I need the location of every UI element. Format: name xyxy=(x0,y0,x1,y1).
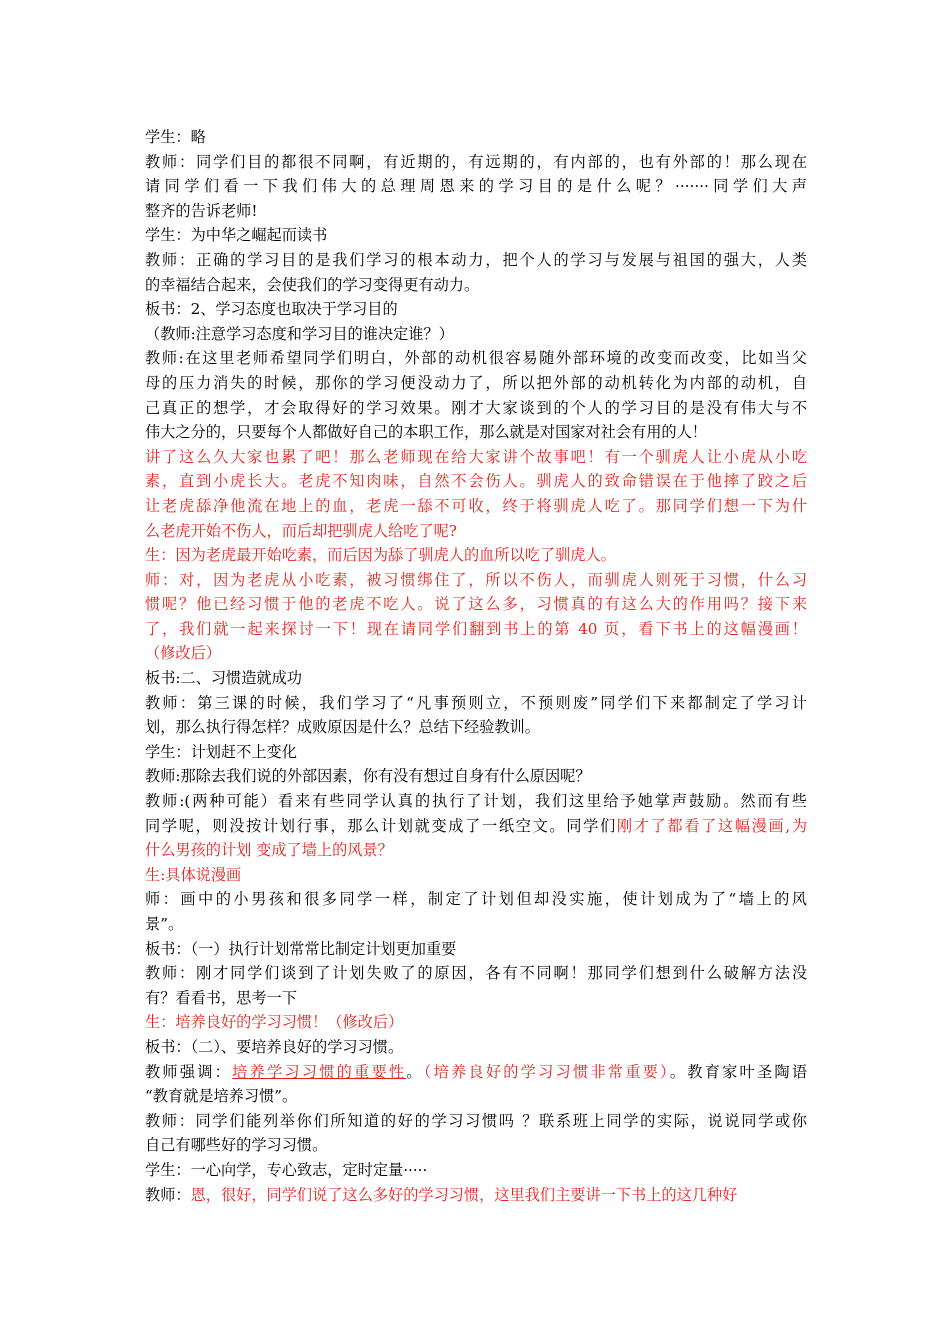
text-line xyxy=(145,322,807,347)
text-line xyxy=(145,273,807,298)
text-segment: 生：因为老虎最开始吃素，而后因为舔了驯虎人的血所以吃了驯虎人。 xyxy=(145,546,616,565)
text-line xyxy=(145,1084,807,1109)
text-line xyxy=(145,199,807,224)
text-segment: 教师:(两种可能）看来有些同学认真的执行了计划，我们这里给予她掌声鼓励。然而有些 xyxy=(145,792,807,811)
text-segment: 师：画中的小男孩和很多同学一样，制定了计划但却没实施，使计划成为了“墙上的风 xyxy=(145,890,807,909)
text-segment: 让老虎舔净他流在地上的血，老虎一舔不可收，终于将驯虎人吃了。那同学们想一下为什 xyxy=(145,496,807,515)
text-line xyxy=(145,1133,807,1158)
text-segment: 惯呢？他已经习惯于他的老虎不吃人。说了这么多，习惯真的有这么大的作用吗？接下来 xyxy=(145,595,807,614)
text-line xyxy=(145,346,807,371)
text-line xyxy=(145,150,807,175)
text-segment: 同学呢，则没按计划行事，那么计划就变成了一纸空文。同学们 xyxy=(145,816,617,835)
text-segment: 教师： xyxy=(145,1185,191,1204)
text-segment: 教师：同学们目的都很不同啊，有近期的，有远期的，有内部的，也有外部的！那么现在 xyxy=(145,152,807,171)
text-segment: 学生：一心向学，专心致志，定时定量····· xyxy=(145,1160,428,1179)
text-segment: 教师:在这里老师希望同学们明白，外部的动机很容易随外部环境的改变而改变，比如当父 xyxy=(145,349,807,368)
text-line xyxy=(145,1010,807,1035)
text-segment: 了，我们就一起来探讨一下！现在请同学们翻到书上的第 40 页，看下书上的这幅漫画！ xyxy=(145,619,807,638)
text-line xyxy=(145,592,807,617)
text-segment: 教师强调： xyxy=(145,1062,233,1081)
text-segment: 教师：第三课的时候，我们学习了“凡事预则立，不预则废”同学们下来都制定了学习计 xyxy=(145,693,807,712)
text-line xyxy=(145,1060,807,1085)
text-segment: 讲了这么久大家也累了吧！那么老师现在给大家讲个故事吧！有一个驯虎人让小虎从小吃 xyxy=(145,447,807,466)
text-line xyxy=(145,740,807,765)
text-segment: 生：培养良好的学习习惯！（修改后） xyxy=(145,1013,404,1032)
document-body xyxy=(145,125,807,1207)
text-line xyxy=(145,838,807,863)
text-segment: 么老虎开始不伤人，而后却把驯虎人给吃了呢? xyxy=(145,521,457,540)
text-segment: 教师:那除去我们说的外部因素，你有没有想过自身有什么原因呢？ xyxy=(145,767,591,786)
text-line xyxy=(145,494,807,519)
text-line xyxy=(145,519,807,544)
text-segment: 有？看看书，思考一下 xyxy=(145,988,297,1007)
text-line xyxy=(145,814,807,839)
text-segment: 。教育家叶圣陶语 xyxy=(669,1062,808,1081)
text-line xyxy=(145,986,807,1011)
text-line xyxy=(145,396,807,421)
text-segment: 请同学们看一下我们伟大的总理周恩来的学习目的是什么呢？·······同学们大声 xyxy=(145,177,807,196)
text-segment: 。 xyxy=(406,1062,424,1081)
text-line xyxy=(145,174,807,199)
text-segment: 整齐的告诉老师! xyxy=(145,201,258,220)
text-segment: 划，那么执行得怎样？成败原因是什么？总结下经验教训。 xyxy=(145,718,540,737)
text-segment: 板书：（一）执行计划常常比制定计划更加重要 xyxy=(145,939,457,958)
text-line xyxy=(145,912,807,937)
text-line xyxy=(145,691,807,716)
text-line xyxy=(145,937,807,962)
text-segment: 自己有哪些好的学习习惯。 xyxy=(145,1136,328,1155)
text-line xyxy=(145,445,807,470)
text-segment: 培养学习习惯的重要性 xyxy=(232,1062,407,1081)
text-segment: 己真正的想学，才会取得好的学习效果。刚才大家谈到的个人的学习目的是没有伟大与不 xyxy=(145,398,807,417)
text-line xyxy=(145,223,807,248)
text-segment: 母的压力消失的时候，那你的学习便没动力了，所以把外部的动机转化为内部的动机，自 xyxy=(145,373,807,392)
text-line xyxy=(145,617,807,642)
text-line xyxy=(145,641,807,666)
text-line xyxy=(145,789,807,814)
text-line xyxy=(145,887,807,912)
text-segment: 生:具体说漫画 xyxy=(145,865,242,884)
text-segment: 什么男孩的计划 变成了墙上的风景？ xyxy=(145,841,393,860)
text-segment: 素，直到小虎长大。老虎不知肉味，自然不会伤人。驯虎人的致命错误在于他摔了跤之后 xyxy=(145,472,807,491)
text-segment: 的幸福结合起来，会使我们的学习变得更有动力。 xyxy=(145,275,480,294)
text-line xyxy=(145,1183,807,1208)
text-segment: （培养良好的学习习惯非常重要） xyxy=(423,1062,670,1081)
text-line xyxy=(145,125,807,150)
text-segment: 伟大之分的，只要每个人都做好自己的本职工作，那么就是对国家对社会有用的人！ xyxy=(145,423,707,442)
text-line xyxy=(145,1035,807,1060)
text-segment: 学生：计划赶不上变化 xyxy=(145,742,297,761)
text-line xyxy=(145,961,807,986)
text-line xyxy=(145,469,807,494)
text-segment: 板书：2、学习态度也取决于学习目的 xyxy=(145,300,398,319)
text-segment: 师：对，因为老虎从小吃素，被习惯绑住了，所以不伤人，而驯虎人则死于习惯，什么习 xyxy=(145,570,807,589)
text-line xyxy=(145,543,807,568)
text-line xyxy=(145,248,807,273)
text-segment: 景”。 xyxy=(145,915,184,933)
text-segment: 板书：（二）、要培养良好的学习习惯。 xyxy=(145,1037,404,1056)
text-line xyxy=(145,371,807,396)
text-segment: 学生：为中华之崛起而读书 xyxy=(145,226,328,245)
text-line xyxy=(145,715,807,740)
text-segment: （修改后） xyxy=(145,644,221,663)
text-segment: （教师:注意学习态度和学习目的谁决定谁？） xyxy=(145,324,454,343)
text-line xyxy=(145,297,807,322)
text-line xyxy=(145,666,807,691)
text-segment: 板书:二、习惯造就成功 xyxy=(145,669,302,688)
text-line xyxy=(145,863,807,888)
text-segment: 学生：略 xyxy=(145,128,206,146)
text-line xyxy=(145,568,807,593)
text-segment: “教育就是培养习惯”。 xyxy=(145,1087,298,1106)
text-line xyxy=(145,1158,807,1183)
text-segment: 教师：刚才同学们谈到了计划失败了的原因，各有不同啊！那同学们想到什么破解方法没 xyxy=(145,964,807,983)
text-line xyxy=(145,764,807,789)
text-segment: 教师：正确的学习目的是我们学习的根本动力，把个人的学习与发展与祖国的强大，人类 xyxy=(145,250,807,269)
text-segment: 刚才了都看了这幅漫画,为 xyxy=(616,816,808,835)
text-segment: 恩，很好，同学们说了这么多好的学习习惯，这里我们主要讲一下书上的这几种好 xyxy=(190,1185,738,1204)
text-segment: 教师：同学们能列举你们所知道的好的学习习惯吗 ？联系班上同学的实际，说说同学或你 xyxy=(145,1111,807,1130)
text-line xyxy=(145,420,807,445)
text-line xyxy=(145,1109,807,1134)
